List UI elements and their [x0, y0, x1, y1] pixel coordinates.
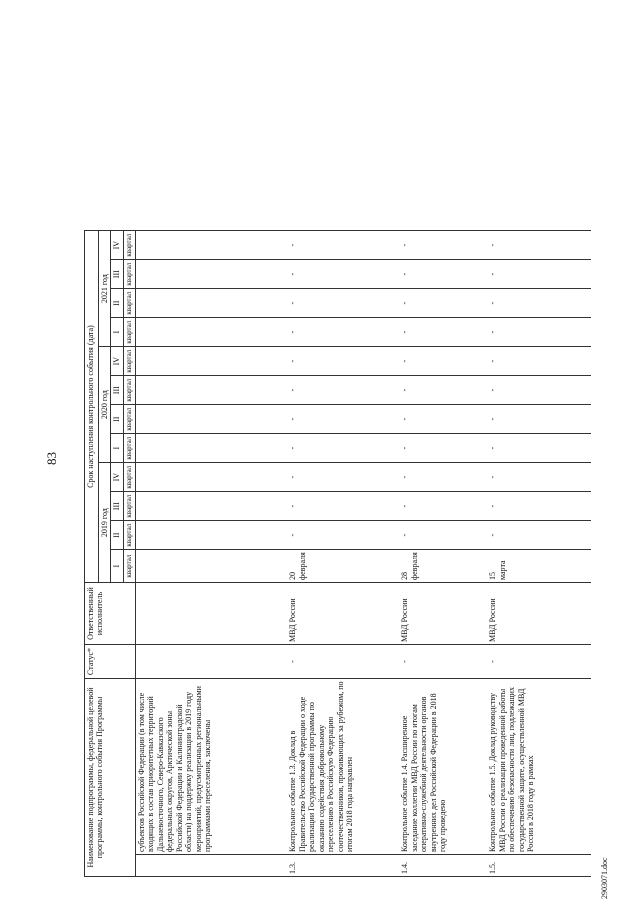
header-quarter-num: I [111, 434, 123, 463]
header-quarter-word: квартал [123, 463, 135, 492]
row-term-2020-q4: - [399, 347, 487, 376]
row-term-2019-q2: - [287, 521, 399, 550]
row-term-2019-q2 [135, 521, 287, 550]
row-term-2020-q1: - [287, 434, 399, 463]
table-row [399, 231, 487, 877]
header-quarter-num: III [111, 376, 123, 405]
row-term-2021-q4: - [487, 231, 591, 260]
row-term-2021-q2: - [487, 289, 591, 318]
header-quarter-word: квартал [123, 492, 135, 521]
header-quarter-num: IV [111, 231, 123, 260]
header-quarter-word: квартал [123, 550, 135, 583]
row-name: Контрольное событие 1.3. Доклад в Правительство Российской Федерации о ходе реализации Государственной программы по оказанию содействия добровольному переселению в Российскую Федерацию соотечественников, проживающих за рубежом, по итогам 2018 года направлен [287, 679, 399, 855]
row-term-2020-q4: - [287, 347, 399, 376]
row-term-2019-q1: 15 марта [487, 550, 591, 583]
row-term-2020-q2: - [487, 405, 591, 434]
row-term-2019-q4 [135, 463, 287, 492]
row-term-2020-q3: - [487, 376, 591, 405]
header-status: Статус* [85, 645, 136, 679]
row-term-2019-q4: - [399, 463, 487, 492]
header-quarter-num: II [111, 521, 123, 550]
row-term-2020-q3: - [399, 376, 487, 405]
row-responsible: МВД России [287, 583, 399, 645]
header-quarter-word: квартал [123, 231, 135, 260]
header-quarter-word: квартал [123, 347, 135, 376]
header-name: Наименование подпрограммы, федеральной целевой программы, контрольного события Программы [85, 679, 136, 877]
row-responsible: МВД России [399, 583, 487, 645]
row-term-2021-q3: - [487, 260, 591, 289]
row-term-2021-q2: - [287, 289, 399, 318]
row-number: 1.4. [399, 855, 487, 877]
header-year-2020: 2020 год [99, 347, 111, 463]
header-quarter-num: IV [111, 463, 123, 492]
row-term-2020-q1: - [399, 434, 487, 463]
header-quarter-num: I [111, 550, 123, 583]
row-term-2019-q3: - [287, 492, 399, 521]
row-term-2021-q1: - [487, 318, 591, 347]
row-term-2019-q1: 28 февраля [399, 550, 487, 583]
header-year-2019: 2019 год [99, 463, 111, 583]
header-quarter-num: II [111, 405, 123, 434]
row-term-2019-q3 [135, 492, 287, 521]
row-term-2021-q2: - [399, 289, 487, 318]
row-term-2020-q2: - [399, 405, 487, 434]
header-quarter-word: квартал [123, 318, 135, 347]
row-status: - [287, 645, 399, 679]
header-year-2021: 2021 год [99, 231, 111, 347]
table-row [287, 231, 399, 877]
header-quarter-word: квартал [123, 521, 135, 550]
row-responsible: МВД России [487, 583, 591, 645]
row-term-2021-q3: - [399, 260, 487, 289]
header-quarter-num: III [111, 260, 123, 289]
header-quarter-word: квартал [123, 289, 135, 318]
row-term-2020-q1: - [487, 434, 591, 463]
footer-file-code: 2903071.doc [600, 857, 609, 899]
row-number: 1.5. [487, 855, 591, 877]
row-term-2021-q4 [135, 231, 287, 260]
row-status [135, 645, 287, 679]
header-quarter-word: квартал [123, 260, 135, 289]
row-number [135, 855, 287, 877]
row-term-2020-q4 [135, 347, 287, 376]
row-term-2020-q2: - [287, 405, 399, 434]
row-term-2021-q4: - [399, 231, 487, 260]
row-term-2021-q1 [135, 318, 287, 347]
header-quarter-num: IV [111, 347, 123, 376]
row-responsible [135, 583, 287, 645]
table-row [487, 231, 591, 877]
row-term-2021-q3: - [287, 260, 399, 289]
row-term-2021-q1: - [287, 318, 399, 347]
header-quarter-num: II [111, 289, 123, 318]
row-term-2021-q3 [135, 260, 287, 289]
row-status: - [487, 645, 591, 679]
control-events-table [84, 230, 591, 877]
row-term-2019-q4: - [487, 463, 591, 492]
row-term-2020-q3 [135, 376, 287, 405]
row-term-2021-q2 [135, 289, 287, 318]
row-term-2019-q1 [135, 550, 287, 583]
header-quarter-word: квартал [123, 376, 135, 405]
row-term-2019-q2: - [487, 521, 591, 550]
row-term-2019-q3: - [487, 492, 591, 521]
row-term-2019-q2: - [399, 521, 487, 550]
row-term-2020-q3: - [287, 376, 399, 405]
header-responsible: Ответственный исполнитель [85, 583, 136, 645]
header-quarter-word: квартал [123, 405, 135, 434]
row-term-2021-q1: - [399, 318, 487, 347]
page-number: 83 [44, 452, 59, 465]
row-term-2020-q1 [135, 434, 287, 463]
row-term-2019-q1: 20 февраля [287, 550, 399, 583]
row-term-2021-q4: - [287, 231, 399, 260]
table-row [135, 231, 287, 877]
row-number: 1.3. [287, 855, 399, 877]
header-quarter-word: квартал [123, 434, 135, 463]
row-term-2020-q4: - [487, 347, 591, 376]
row-name: Контрольное событие 1.5. Доклад руководству МВД России о реализации проведенной работы по обеспечению безопасности лиц, подлежащих государственной защите, осуществленной МВД России в 2018 году в рамках [487, 679, 591, 855]
row-status: - [399, 645, 487, 679]
row-term-2019-q4: - [287, 463, 399, 492]
row-term-2020-q2 [135, 405, 287, 434]
row-term-2019-q3: - [399, 492, 487, 521]
header-quarter-num: I [111, 318, 123, 347]
row-name: субъектов Российской Федерации (в том числе входящих в состав приоритетных территорий Дальневосточного, Северо-Кавказского федеральных округов, Арктической зоны Российской Федерации и Калининградской области) на поддержку реализации в 2019 году мероприятий, предусмотренных региональными программами переселения, заключены [135, 679, 287, 855]
row-name: Контрольное событие 1.4. Расширенное заседание коллегии МВД России по итогам оперативно-служебной деятельности органов внутренних дел Российской Федерации в 2018 году проведено [399, 679, 487, 855]
header-term: Срок наступления контрольного события (дата) [85, 231, 99, 583]
header-quarter-num: III [111, 492, 123, 521]
